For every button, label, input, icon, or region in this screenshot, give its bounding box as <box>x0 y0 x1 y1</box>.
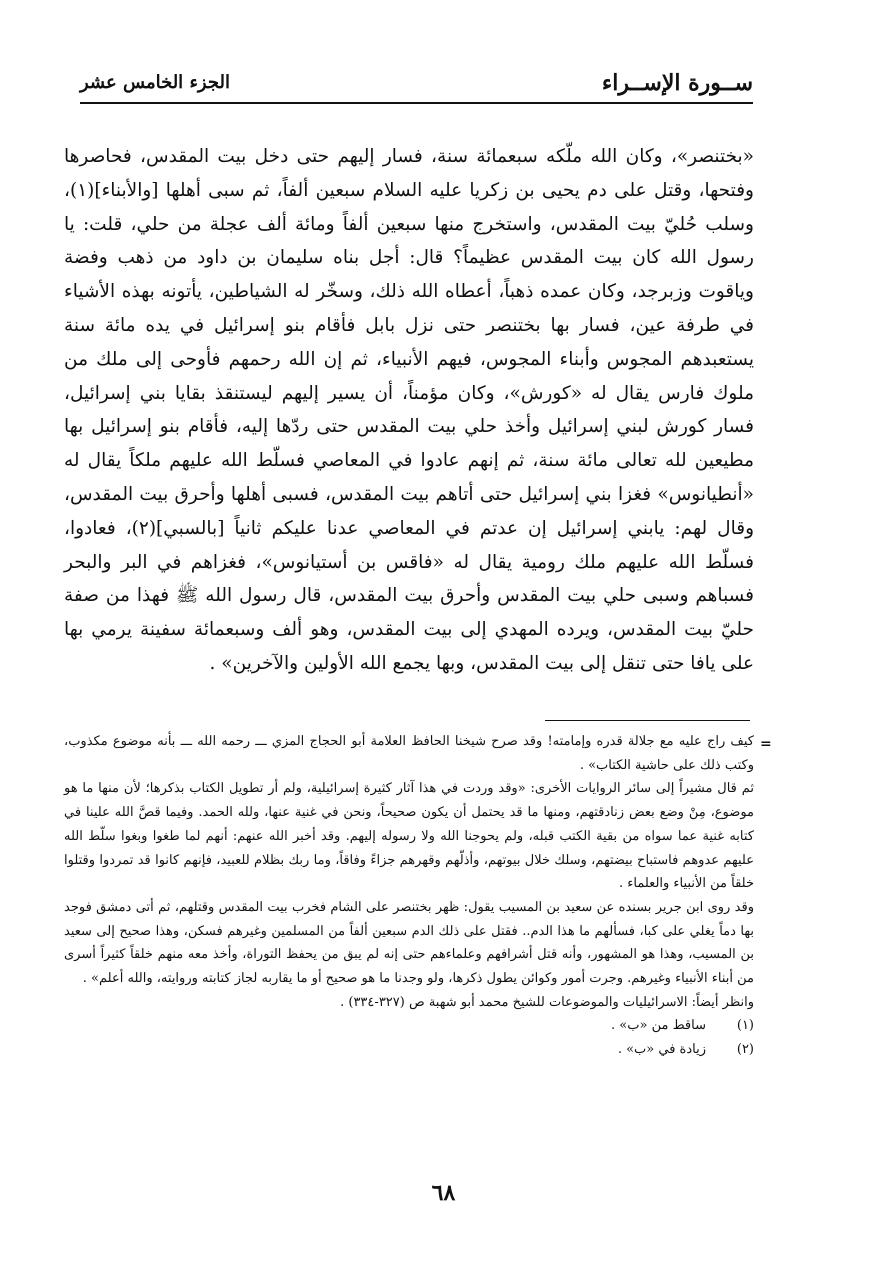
footnotes-section <box>64 730 754 1062</box>
footnote-text: ساقط من «ب» . <box>611 1018 706 1034</box>
surah-title: ســورة الإســراء <box>601 70 753 96</box>
footnote-paragraph: ثم قال مشيراً إلى سائر الروايات الأخرى: «وقد وردت في هذا آثار كثيرة إسرائيلية، ولم أر تطويل الكتاب بذكرها؛ لأن منها ما هو موضوع، مِنْ وضع بعض زنادقتهم، ومنها ما قد يحتمل أن يكون صحيحاً، ونحن في غنية عنها، ولله الحمد. وفيما قصَّ الله علينا في كتابه غنية عما سواه من بقية الكتب قبله، ولم يحوجنا الله ولا رسوله إليهم. وقد أخبر الله عنهم: أنهم لما طغوا وبغوا سلّط الله عليهم عدوهم فاستباح بيضتهم، وسلك خلال بيوتهم، وأذلّهم وقهرهم جزاءً وفاقاً، وما ربك بظلام للعبيد، فإنهم كانوا قد تمردوا وقتلوا خلقاً من الأنبياء والعلماء . <box>64 781 754 892</box>
footnote-paragraph: كيف راج عليه مع جلالة قدره وإمامته! وقد صرح شيخنا الحافظ العلامة أبو الحجاج المزي ـــ رحمه الله ـــ بأنه موضوع مكذوب، وكتب ذلك على حاشية الكتاب» . <box>64 734 754 773</box>
footnote-continuation-marker: = <box>760 736 772 752</box>
footnote-number: (٢) <box>736 1042 754 1058</box>
part-title: الجزء الخامس عشر <box>80 72 230 93</box>
footnote-text: زيادة في «ب» . <box>617 1042 706 1058</box>
main-text <box>64 140 754 681</box>
footnote-number: (١) <box>736 1018 754 1034</box>
main-paragraph: «بختنصر»، وكان الله ملّكه سبعمائة سنة، فسار إليهم حتى دخل بيت المقدس، فحاصرها وفتحها، وقتل على دم يحيى بن زكريا عليه السلام سبعين ألفاً، ثم سبى أهلها [والأبناء](١)، وسلب حُليّ بيت المقدس، واستخرج منها سبعين ألفاً ومائة ألف عجلة من حلي، قلت: يا رسول الله كان بيت المقدس عظيماً؟ قال: أجل بناه سليمان بن داود من ذهب وفضة وياقوت وزبرجد، وكان عمده ذهباً، أعطاه الله ذلك، وسخّر له الشياطين، يأتونه بهذه الأشياء في طرفة عين، فسار بها بختنصر حتى نزل بابل فأقام بنو إسرائيل في يده مائة سنة يستعبدهم المجوس وأبناء المجوس، فيهم الأنبياء، ثم إن الله رحمهم فأوحى إلى ملك من ملوك فارس يقال له «كورش»، وكان مؤمناً، أن يسير إليهم ليستنقذ بقايا بني إسرائيل، فسار كورش لبني إسرائيل وأخذ حلي بيت المقدس حتى ردّها إليه، فأقام بنو إسرائيل بها مطيعين لله تعالى مائة سنة، ثم إنهم عادوا في المعاصي فسلّط الله عليهم ملكاً يقال له «أنطيانوس» فغزا بني إسرائيل حتى أتاهم بيت المقدس، فسبى أهلها وأحرق بيت المقدس، وقال لهم: يابني إسرائيل إن عدتم في المعاصي عدنا عليكم ثانياً [بالسبي](٢)، فعادوا، فسلّط الله عليهم ملك رومية يقال له «فاقس بن أستيانوس»، فغزاهم في البر والبحر فسباهم وسبى حلي بيت المقدس وأحرق بيت المقدس، قال رسول الله ﷺ فهذا من صفة حليّ بيت المقدس، ويرده المهدي إلى بيت المقدس، وهو ألف وسبعمائة سفينة يرمي بها على يافا حتى تنقل إلى بيت المقدس، وبها يجمع الله الأولين والآخرين» . <box>64 146 754 674</box>
footnote-separator <box>545 720 750 721</box>
running-header <box>80 64 753 104</box>
footnote-paragraph: وقد روى ابن جرير بسنده عن سعيد بن المسيب يقول: ظهر بختنصر على الشام فخرب بيت المقدس وقتلهم، ثم أتى دمشق فوجد بها دماً يغلي على كبا، فسألهم ما هذا الدم.. فقتل على ذلك الدم سبعين ألفاً من المسلمين وغيرهم فسكن، وهذا صحيح إلى سعيد بن المسيب، وهذا هو المشهور، وأنه قتل أشرافهم وعلماءهم حتى إنه لم يبق من يحفظ التوراة، وأخذ معه منهم خلقاً كثيراً أسرى من أبناء الأنبياء وغيرهم. وجرت أمور وكوائن يطول ذكرها، ولو وجدنا ما هو صحيح أو ما يقاربه لجاز كتابته وروايته، والله أعلم» . <box>64 899 754 987</box>
page-number: ٦٨ <box>431 1180 456 1206</box>
footnote-item <box>64 1038 754 1062</box>
footnote-paragraph: وانظر أيضاً: الاسرائيليات والموضوعات للشيخ محمد أبو شهبة ص (٣٢٧-٣٣٤) . <box>340 994 754 1010</box>
footnote-item <box>64 1014 754 1038</box>
